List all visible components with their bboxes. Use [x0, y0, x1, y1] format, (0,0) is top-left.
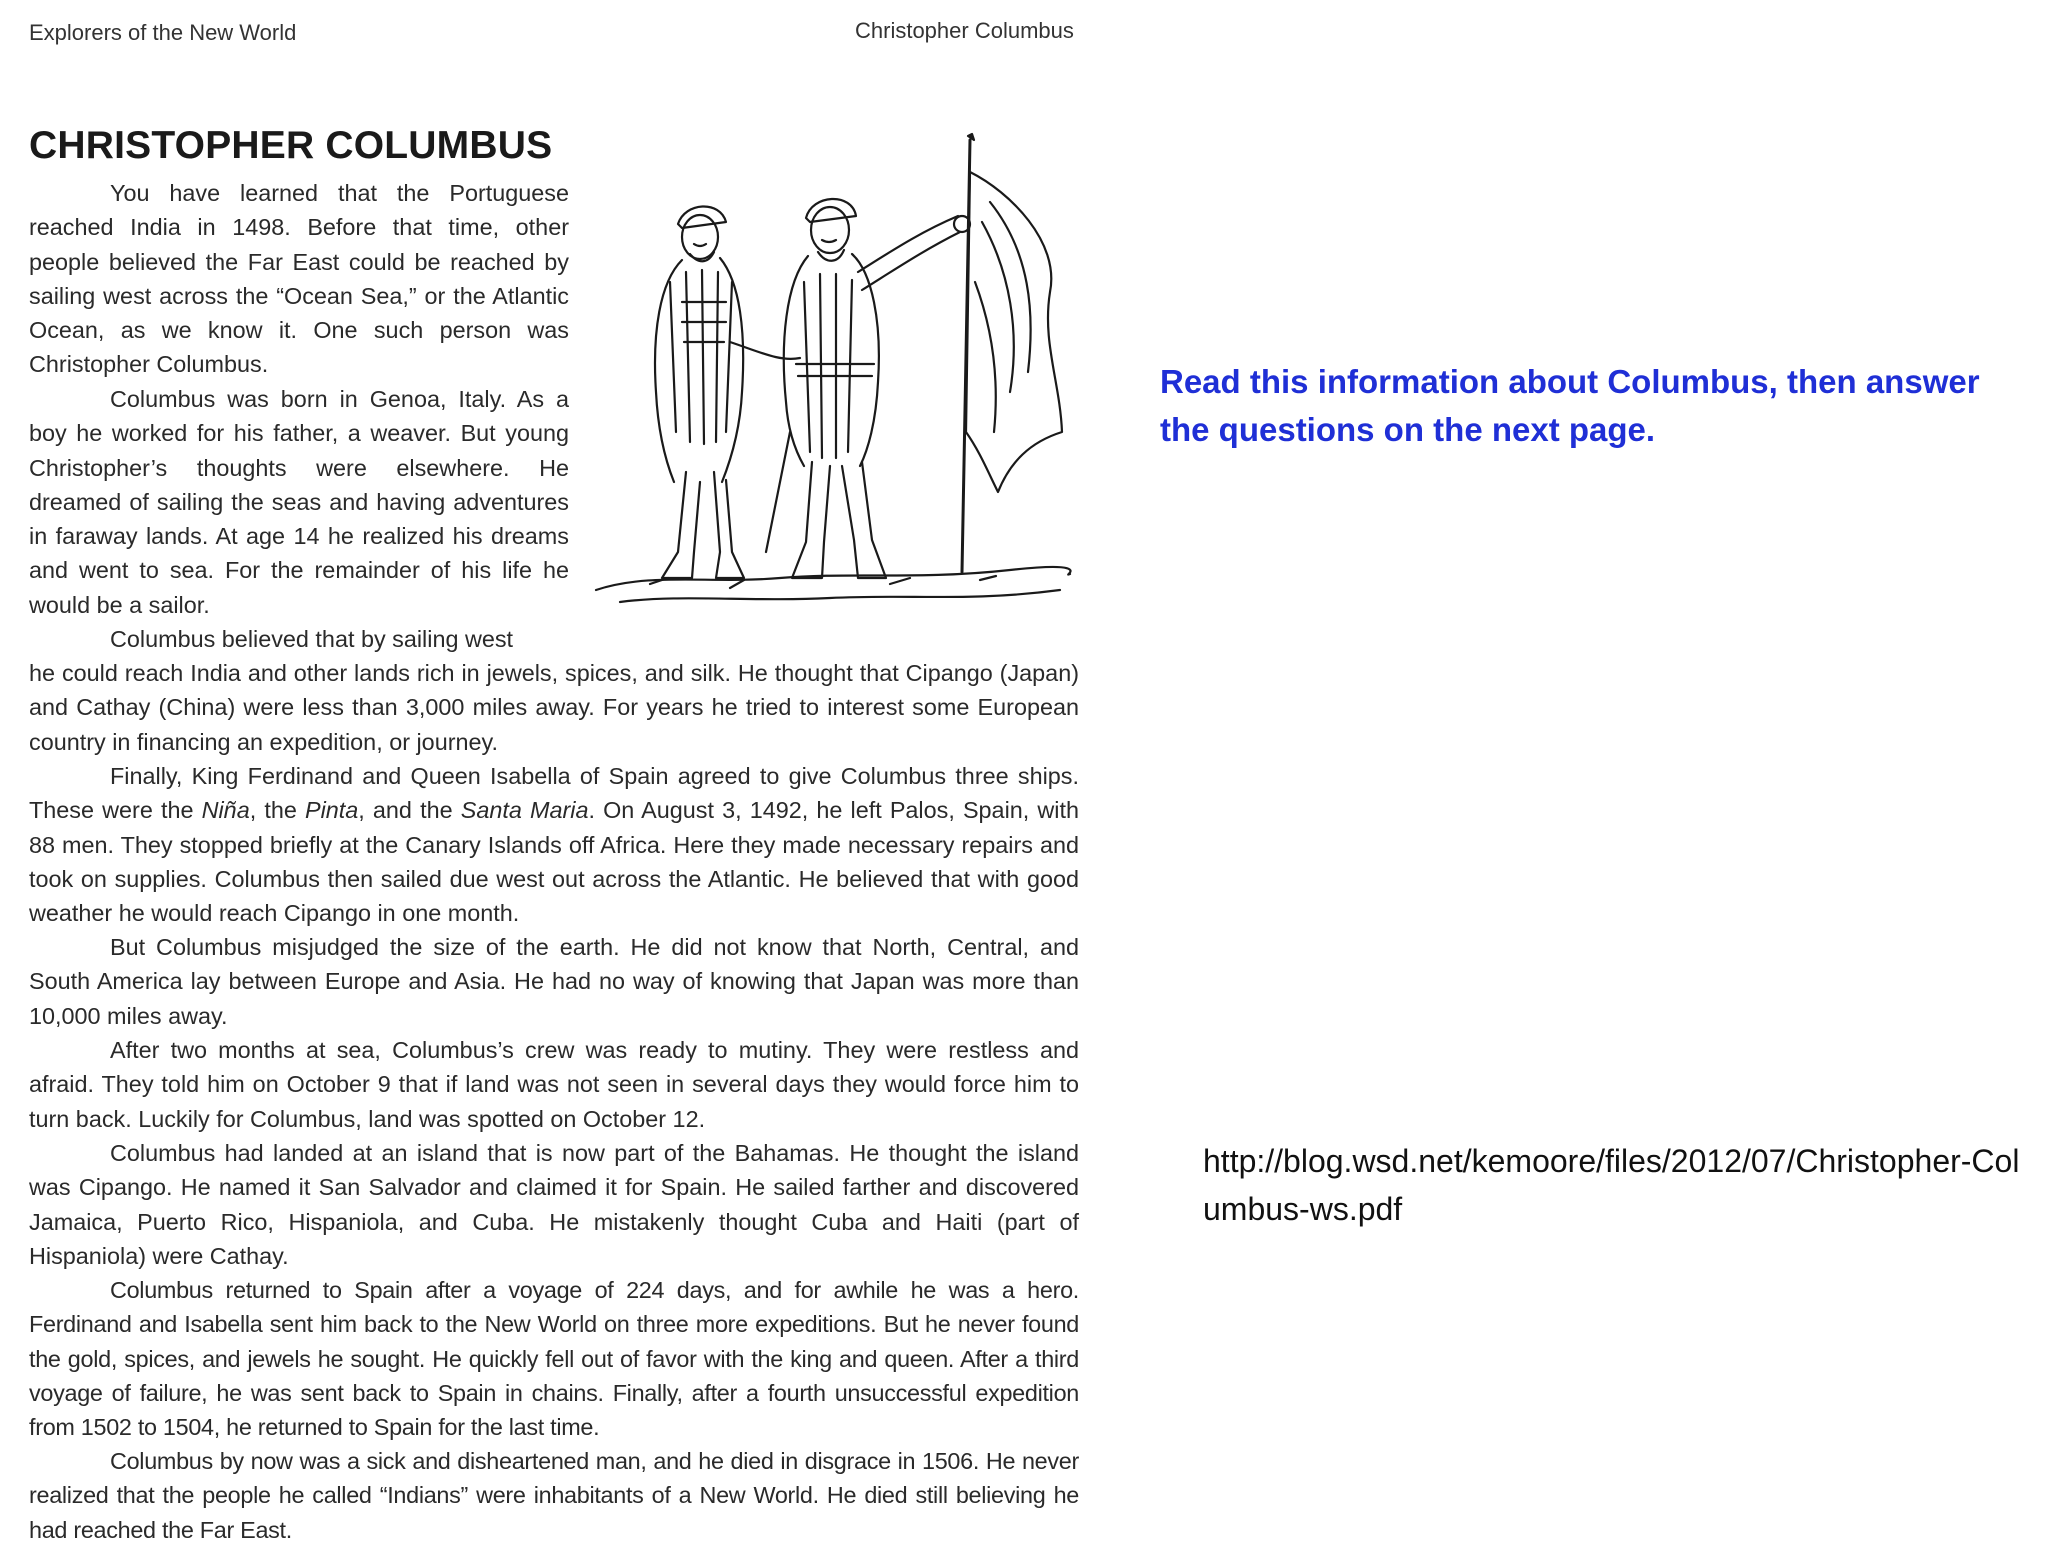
running-header-left: Explorers of the New World	[29, 20, 297, 45]
paragraph-1: You have learned that the Portuguese reached India in 1498. Before that time, other people believed the Far East could be reached by sailing west across the “Ocean Sea,” or the Atlantic Ocean, as we know it. One such person was Christopher Columbus.	[29, 180, 569, 378]
source-url[interactable]: http://blog.wsd.net/kemoore/files/2012/07/Christopher-Columbus-ws.pdf	[1203, 1143, 2020, 1227]
paragraph-8: Columbus returned to Spain after a voyage of 224 days, and for awhile he was a hero. Ferdinand and Isabella sent him back to the New World on three more expeditions. But he never found the gold, spices, and jewels he sought. He quickly fell out of favor with the king and queen. After a third voyage of failure, he was sent back to Spain in chains. Finally, after a fourth unsuccessful expedition from 1502 to 1504, he returned to Spain for the last time.	[29, 1277, 1079, 1441]
explorers-illustration	[590, 132, 1080, 632]
paragraph-2: Columbus was born in Genoa, Italy. As a boy he worked for his father, a weaver. But young Christopher’s thoughts were elsewhere. He dreamed of sailing the seas and having adventures in faraway lands. At age 14 he realized his dreams and went to sea. For the remainder of his life he would be a sailor.	[29, 386, 569, 618]
paragraph-7: Columbus had landed at an island that is now part of the Bahamas. He thought the island was Cipango. He named it San Salvador and claimed it for Spain. He sailed farther and discovered Jamaica, Puerto Rico, Hispaniola, and Cuba. He mistakenly thought Cuba and Haiti (part of Hispaniola) were Cathay.	[29, 1140, 1079, 1269]
paragraph-3-start: Columbus believed that by sailing west	[110, 626, 514, 652]
page-title: CHRISTOPHER COLUMBUS	[29, 124, 553, 167]
explorers-with-flag-icon	[590, 132, 1080, 632]
paragraph-3-rest: he could reach India and other lands rich in jewels, spices, and silk. He thought that Cipango (Japan) and Cathay (China) were less than 3,000 miles away. For years he tried to interest some European country in financing an expedition, or journey.	[29, 660, 1079, 755]
instruction-text: Read this information about Columbus, then answer the questions on the next page.	[1160, 363, 1980, 448]
running-header-right: Christopher Columbus	[855, 18, 1074, 43]
ship-name-pinta: Pinta	[304, 797, 359, 824]
paragraph-6: After two months at sea, Columbus’s crew was ready to mutiny. They were restless and afraid. They told him on October 9 that if land was not seen in several days they would force him to turn back. Luckily for Columbus, land was spotted on October 12.	[29, 1037, 1079, 1132]
ship-name-nina: Niña	[201, 797, 250, 824]
ship-name-santa-maria: Santa Maria	[460, 797, 589, 824]
paragraph-4: Finally, King Ferdinand and Queen Isabella of Spain agreed to give Columbus three ships. These were the Niña, the Pinta, and the Santa Maria. On August 3, 1492, he left Palos, Spain, with 88 men. They stopped briefly at the Canary Islands off Africa. Here they made necessary repairs and took on supplies. Columbus then sailed due west out across the Atlantic. He believed that with good weather he would reach Cipango in one month.	[29, 763, 1079, 927]
paragraph-5: But Columbus misjudged the size of the earth. He did not know that North, Central, and South America lay between Europe and Asia. He had no way of knowing that Japan was more than 10,000 miles away.	[29, 934, 1079, 1029]
paragraph-9: Columbus by now was a sick and disheartened man, and he died in disgrace in 1506. He never realized that the people he called “Indians” were inhabitants of a New World. He died still believing he had reached the Far East.	[29, 1448, 1079, 1543]
